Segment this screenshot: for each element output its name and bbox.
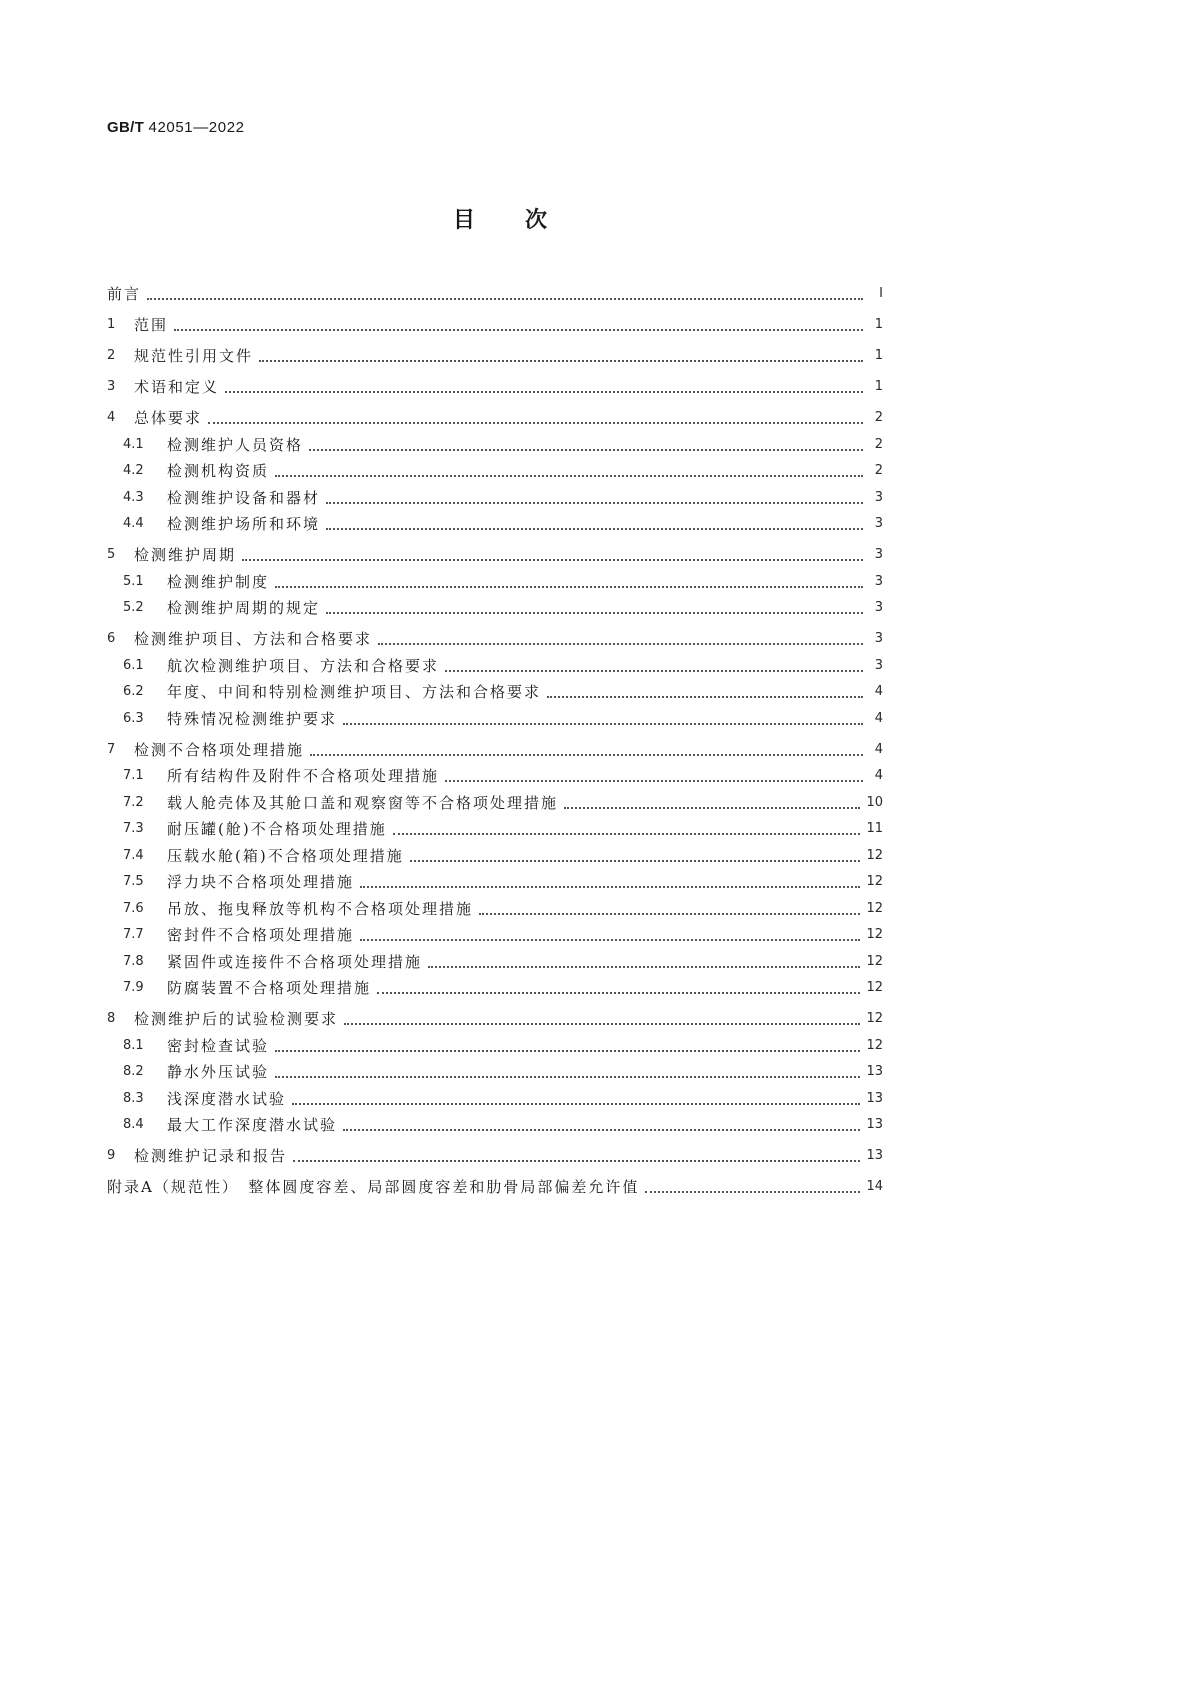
toc-entry-page: 3 bbox=[874, 600, 883, 615]
toc-entry-page: Ⅰ bbox=[879, 286, 883, 301]
toc-entry-number: 5.2 bbox=[123, 600, 144, 615]
toc-entry-title: 所有结构件及附件不合格项处理措施 bbox=[167, 767, 440, 785]
page-title: 目次 bbox=[452, 208, 597, 233]
toc-entry-number: 8.2 bbox=[123, 1064, 144, 1079]
toc-entry-page: 10 bbox=[866, 794, 883, 810]
toc-dot-leader bbox=[378, 643, 863, 645]
toc-dot-leader bbox=[344, 1023, 860, 1025]
toc-entry-title: 检测维护周期 bbox=[134, 546, 237, 564]
toc-dot-leader bbox=[275, 1076, 860, 1078]
toc-dot-leader bbox=[275, 586, 863, 588]
toc-dot-leader bbox=[292, 1103, 860, 1105]
toc-dot-leader bbox=[445, 780, 863, 782]
toc-entry-title: 检测维护制度 bbox=[167, 572, 270, 591]
toc-dot-leader bbox=[326, 502, 863, 504]
toc-entry-title: 紧固件或连接件不合格项处理措施 bbox=[167, 952, 423, 971]
toc-entry-page: 12 bbox=[866, 1037, 883, 1053]
toc-entry[interactable] bbox=[123, 570, 883, 592]
toc-entry[interactable] bbox=[123, 1034, 883, 1056]
toc-entry-number: 4.1 bbox=[123, 436, 144, 452]
toc-entry-title: 最大工作深度潜水试验 bbox=[167, 1116, 338, 1134]
toc-entry-number: 3 bbox=[107, 379, 116, 394]
toc-dot-leader bbox=[310, 754, 863, 756]
standard-number: 42051—2022 bbox=[148, 119, 245, 136]
toc-dot-leader bbox=[242, 559, 863, 561]
toc-entry-number: 8.3 bbox=[123, 1090, 144, 1106]
toc-entry-number: 8 bbox=[107, 1011, 116, 1026]
toc-dot-leader bbox=[174, 329, 863, 331]
toc-entry-title: 密封件不合格项处理措施 bbox=[167, 926, 355, 944]
toc-entry-number: 4.4 bbox=[123, 516, 144, 531]
toc-entry-title: 前言 bbox=[107, 285, 142, 303]
toc-entry[interactable] bbox=[123, 1060, 883, 1082]
toc-dot-leader bbox=[377, 992, 860, 994]
toc-entry-title: 特殊情况检测维护要求 bbox=[167, 709, 338, 728]
toc-entry-page: 2 bbox=[874, 463, 883, 478]
toc-entry-number: 7.5 bbox=[123, 874, 144, 889]
toc-dot-leader bbox=[428, 966, 860, 968]
toc-entry-number: 9 bbox=[107, 1148, 116, 1163]
toc-entry[interactable] bbox=[123, 764, 883, 786]
toc-entry-page: 3 bbox=[874, 489, 883, 505]
toc-entry[interactable] bbox=[107, 1175, 883, 1197]
toc-dot-leader bbox=[147, 298, 863, 300]
toc-entry-title: 检测维护记录和报告 bbox=[134, 1147, 288, 1165]
toc-entry-page: 12 bbox=[866, 953, 883, 969]
toc-dot-leader bbox=[275, 1050, 860, 1052]
toc-entry[interactable] bbox=[107, 738, 883, 760]
toc-entry-title: 总体要求 bbox=[134, 409, 203, 427]
toc-entry-page: 13 bbox=[866, 1064, 883, 1079]
toc-entry-title: 规范性引用文件 bbox=[134, 347, 254, 365]
toc-dot-leader bbox=[293, 1160, 860, 1162]
toc-entry-number: 4.3 bbox=[123, 489, 144, 505]
toc-entry-page: 1 bbox=[874, 379, 883, 394]
toc-entry-title: 检测维护设备和器材 bbox=[167, 488, 321, 507]
toc-entry-title: 载人舱壳体及其舱口盖和观察窗等不合格项处理措施 bbox=[167, 793, 559, 812]
toc-dot-leader bbox=[275, 475, 863, 477]
toc-entry[interactable] bbox=[123, 844, 883, 866]
toc-dot-leader bbox=[208, 422, 863, 424]
toc-entry-title: 检测维护周期的规定 bbox=[167, 599, 321, 617]
toc-entry[interactable] bbox=[123, 817, 883, 839]
toc-entry-number: 7.4 bbox=[123, 847, 144, 863]
toc-entry[interactable] bbox=[107, 1007, 883, 1029]
toc-entry-title: 浅深度潜水试验 bbox=[167, 1089, 287, 1108]
toc-entry-number: 5.1 bbox=[123, 573, 144, 589]
toc-entry-page: 4 bbox=[874, 741, 883, 757]
toc-dot-leader bbox=[479, 913, 860, 915]
toc-entry-number: 7.3 bbox=[123, 821, 144, 836]
toc-entry-title: 检测维护后的试验检测要求 bbox=[134, 1010, 339, 1028]
toc-entry-page: 13 bbox=[866, 1117, 883, 1132]
toc-entry-title: 检测维护项目、方法和合格要求 bbox=[134, 630, 373, 648]
toc-entry-page: 4 bbox=[874, 768, 883, 783]
toc-entry-number: 7.1 bbox=[123, 768, 144, 783]
toc-entry-page: 12 bbox=[866, 980, 883, 995]
toc-entry-page: 3 bbox=[874, 573, 883, 589]
toc-entry-page: 12 bbox=[866, 900, 883, 916]
toc-entry-page: 13 bbox=[866, 1090, 883, 1106]
toc-entry[interactable] bbox=[107, 282, 883, 304]
toc-entry[interactable] bbox=[107, 313, 883, 335]
toc-entry-number: 6.1 bbox=[123, 657, 144, 673]
toc-entry-page: 12 bbox=[866, 927, 883, 942]
toc-entry-page: 3 bbox=[874, 547, 883, 562]
toc-entry-page: 1 bbox=[874, 317, 883, 332]
toc-entry-number: 4.2 bbox=[123, 463, 144, 478]
toc-entry-number: 4 bbox=[107, 410, 116, 425]
toc-entry-page: 11 bbox=[866, 821, 883, 836]
toc-entry-page: 4 bbox=[874, 684, 883, 699]
toc-entry-title: 术语和定义 bbox=[134, 378, 220, 396]
toc-entry-number: 7.8 bbox=[123, 953, 144, 969]
toc-entry-page: 3 bbox=[874, 516, 883, 531]
toc-entry[interactable] bbox=[107, 1144, 883, 1166]
toc-entry[interactable] bbox=[123, 486, 883, 508]
toc-entry[interactable] bbox=[123, 512, 883, 534]
toc-entry-number: 6.3 bbox=[123, 710, 144, 726]
toc-entry-page: 13 bbox=[866, 1148, 883, 1163]
toc-entry[interactable] bbox=[123, 596, 883, 618]
toc-entry-title: 压载水舱(箱)不合格项处理措施 bbox=[167, 846, 404, 865]
standard-code bbox=[107, 119, 245, 136]
toc-entry-number: 7.6 bbox=[123, 900, 144, 916]
toc-entry[interactable] bbox=[123, 976, 883, 998]
toc-entry[interactable] bbox=[123, 654, 883, 676]
toc-entry-number: 2 bbox=[107, 348, 116, 363]
toc-entry-page: 12 bbox=[866, 874, 883, 889]
toc-entry-title: 密封检查试验 bbox=[167, 1036, 270, 1055]
toc-dot-leader bbox=[410, 860, 861, 862]
toc-entry-page: 12 bbox=[866, 1011, 883, 1026]
toc-entry-number: 7.9 bbox=[123, 980, 144, 995]
toc-entry-number: 6.2 bbox=[123, 684, 144, 699]
toc-dot-leader bbox=[547, 696, 863, 698]
toc-dot-leader bbox=[309, 449, 863, 451]
toc-dot-leader bbox=[360, 886, 860, 888]
toc-entry-page: 1 bbox=[874, 348, 883, 363]
toc-entry-title: 检测维护场所和环境 bbox=[167, 515, 321, 533]
toc-entry-title: 航次检测维护项目、方法和合格要求 bbox=[167, 656, 440, 675]
standard-prefix: GB/T bbox=[107, 119, 145, 136]
toc-entry-title: 吊放、拖曳释放等机构不合格项处理措施 bbox=[167, 899, 474, 918]
toc-entry-number: 1 bbox=[107, 317, 116, 332]
toc-entry-number: 7.7 bbox=[123, 927, 144, 942]
toc-entry-number: 7 bbox=[107, 741, 116, 757]
toc-entry-title: 范围 bbox=[134, 316, 169, 334]
toc-entry-title: 检测维护人员资格 bbox=[167, 435, 304, 454]
toc-dot-leader bbox=[343, 1129, 860, 1131]
toc-entry[interactable] bbox=[123, 897, 883, 919]
toc-entry-page: 12 bbox=[866, 847, 883, 863]
toc-entry-number: 5 bbox=[107, 547, 116, 562]
toc-entry-number: 7.2 bbox=[123, 794, 144, 810]
toc-entry[interactable] bbox=[123, 923, 883, 945]
toc-entry[interactable] bbox=[123, 1087, 883, 1109]
toc-dot-leader bbox=[564, 807, 860, 809]
toc-entry[interactable] bbox=[123, 707, 883, 729]
toc-entry[interactable] bbox=[107, 543, 883, 565]
toc-entry-title: 耐压罐(舱)不合格项处理措施 bbox=[167, 820, 387, 838]
toc-dot-leader bbox=[645, 1191, 860, 1193]
toc-dot-leader bbox=[360, 939, 860, 941]
toc-entry-title: 静水外压试验 bbox=[167, 1063, 270, 1081]
toc-entry[interactable] bbox=[107, 406, 883, 428]
toc-entry[interactable] bbox=[107, 627, 883, 649]
toc-dot-leader bbox=[259, 360, 863, 362]
toc-entry[interactable] bbox=[123, 680, 883, 702]
toc-dot-leader bbox=[393, 833, 861, 835]
toc-dot-leader bbox=[225, 391, 863, 393]
toc-entry[interactable] bbox=[107, 375, 883, 397]
toc-entry-page: 2 bbox=[874, 410, 883, 425]
toc-entry-title: 检测机构资质 bbox=[167, 462, 270, 480]
toc-entry[interactable] bbox=[123, 1113, 883, 1135]
toc-entry[interactable] bbox=[123, 433, 883, 455]
toc-entry[interactable] bbox=[107, 344, 883, 366]
toc-entry-title: 检测不合格项处理措施 bbox=[134, 740, 305, 759]
toc-entry-title: 附录A（规范性） 整体圆度容差、局部圆度容差和肋骨局部偏差允许值 bbox=[107, 1178, 640, 1196]
toc-entry-page: 3 bbox=[874, 657, 883, 673]
toc-entry-number: 6 bbox=[107, 631, 116, 646]
toc-dot-leader bbox=[326, 612, 863, 614]
toc-entry[interactable] bbox=[123, 870, 883, 892]
toc-entry[interactable] bbox=[123, 459, 883, 481]
toc-entry-page: 2 bbox=[874, 436, 883, 452]
toc-entry-page: 14 bbox=[866, 1179, 883, 1194]
toc-entry-number: 8.4 bbox=[123, 1117, 144, 1132]
toc-entry-number: 8.1 bbox=[123, 1037, 144, 1053]
toc-entry-page: 4 bbox=[874, 710, 883, 726]
toc-entry-title: 年度、中间和特别检测维护项目、方法和合格要求 bbox=[167, 683, 542, 701]
toc-entry-page: 3 bbox=[874, 631, 883, 646]
toc-dot-leader bbox=[326, 528, 863, 530]
toc-entry-title: 防腐装置不合格项处理措施 bbox=[167, 979, 372, 997]
toc-entry[interactable] bbox=[123, 791, 883, 813]
toc-entry[interactable] bbox=[123, 950, 883, 972]
toc-entry-title: 浮力块不合格项处理措施 bbox=[167, 873, 355, 891]
toc-dot-leader bbox=[343, 723, 863, 725]
toc-dot-leader bbox=[445, 670, 863, 672]
